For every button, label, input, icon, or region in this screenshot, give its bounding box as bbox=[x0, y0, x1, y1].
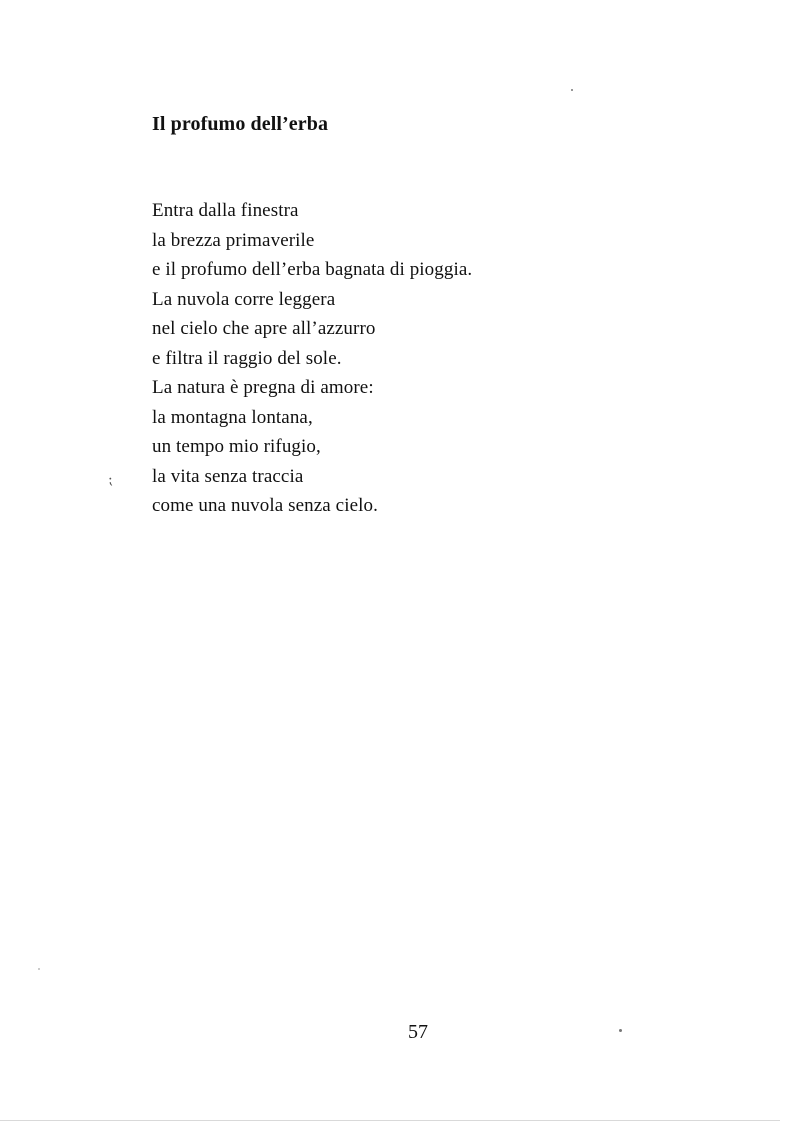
dust-speck-icon bbox=[571, 89, 573, 91]
ink-smudge-icon: ⁏ bbox=[108, 473, 113, 488]
poem-line: un tempo mio rifugio, bbox=[152, 436, 321, 457]
poem-line: La nuvola corre leggera bbox=[152, 288, 336, 310]
page-number: 57 bbox=[408, 1021, 428, 1043]
poem-title: Il profumo dell’erba bbox=[152, 113, 329, 135]
poem-body bbox=[152, 196, 472, 521]
poem-line: e filtra il raggio del sole. bbox=[152, 347, 342, 369]
scan-edge-line bbox=[0, 1120, 780, 1121]
dust-speck-icon bbox=[38, 968, 40, 970]
poem-line: nel cielo che apre all’azzurro bbox=[152, 318, 376, 339]
poem-line: la montagna lontana, bbox=[152, 406, 313, 428]
poem-line: La natura è pregna di amore: bbox=[152, 377, 374, 398]
poem-line: Entra dalla finestra bbox=[152, 200, 299, 221]
poem-line: come una nuvola senza cielo. bbox=[152, 495, 378, 516]
poem-line: la brezza primaverile bbox=[152, 229, 315, 251]
dust-speck-icon bbox=[619, 1029, 622, 1032]
poem-line: la vita senza traccia bbox=[152, 465, 304, 487]
poem-line: e il profumo dell’erba bagnata di pioggia. bbox=[152, 259, 473, 280]
